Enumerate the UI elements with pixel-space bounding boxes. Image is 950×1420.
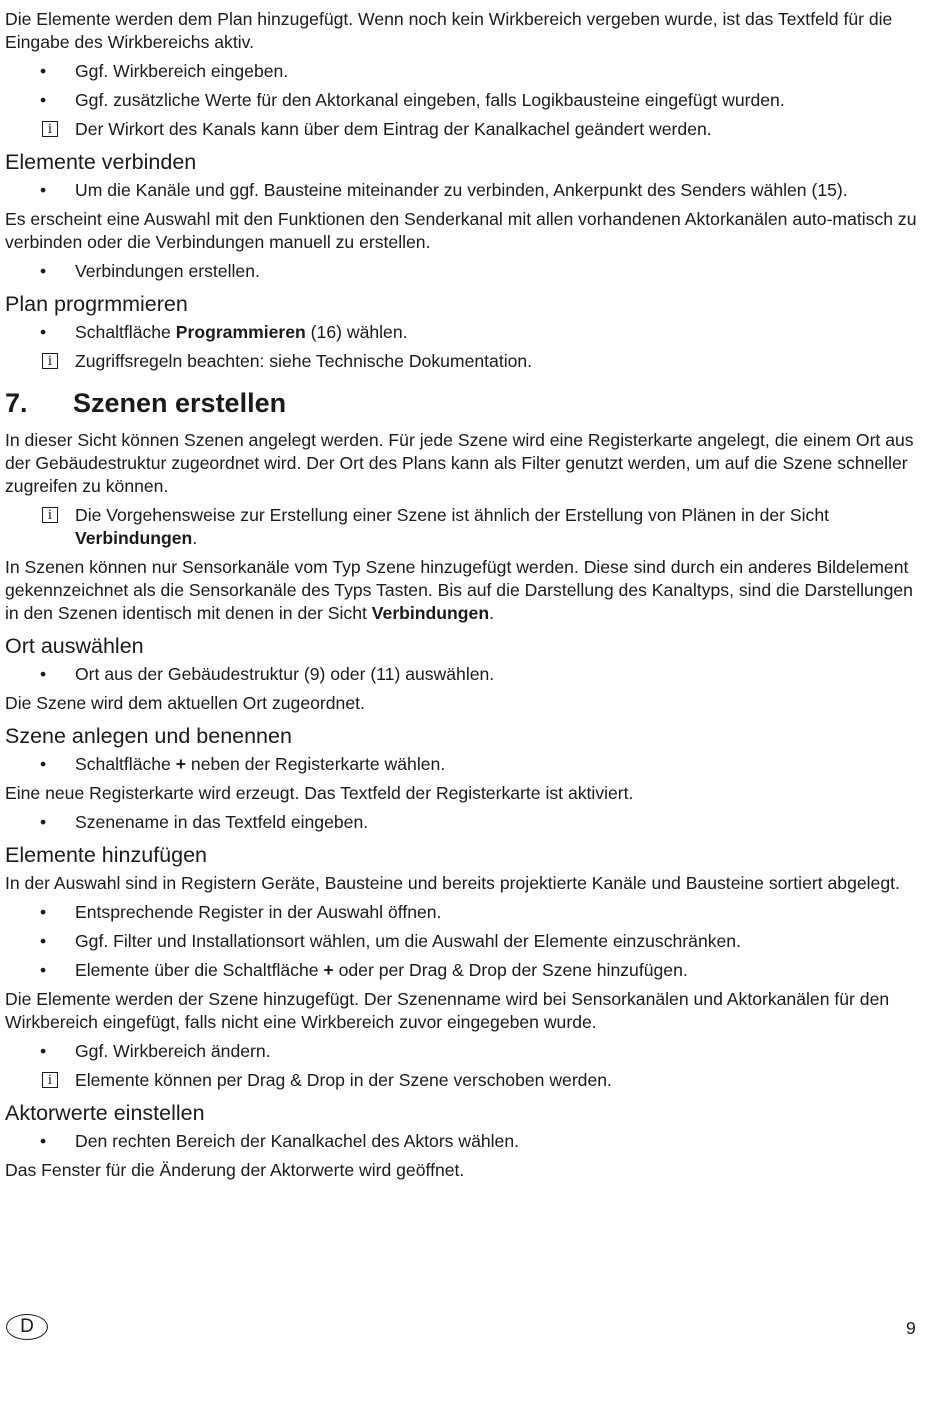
section-heading: Szene anlegen und benennen <box>5 724 292 748</box>
bullet-marker <box>5 1040 75 1063</box>
bullet-marker <box>5 321 75 344</box>
bullet-marker <box>5 179 75 202</box>
section-heading: Elemente hinzufügen <box>5 843 208 867</box>
info-icon: i <box>42 353 58 369</box>
bullet-marker <box>5 753 75 776</box>
paragraph: Die Elemente werden dem Plan hinzugefügt. Wenn noch kein Wirkbereich vergeben wurde, ist das Textfeld für die Eingabe des Wirkbereichs aktiv. <box>5 9 893 52</box>
language-badge: D <box>6 1314 48 1340</box>
info-icon: i <box>42 507 58 523</box>
info-note: i Zugriffsregeln beachten: siehe Technische Dokumentation. <box>5 350 925 373</box>
bullet-marker <box>5 901 75 924</box>
paragraph: In Szenen können nur Sensorkanäle vom Typ Szene hinzugefügt werden. Diese sind durch ein anderes Bildelement gekennzeichnet als die Sensorkanäle des Typs Tasten. Bis auf die Darstellung des Kanaltyps, sind die Darstellungen in den Szenen identisch mit denen in der Sicht Verbindungen. <box>5 557 913 623</box>
bullet-item: • Um die Kanäle und ggf. Bausteine miteinander zu verbinden, Ankerpunkt des Senders wählen (15). <box>5 179 925 202</box>
bullet-marker <box>5 811 75 834</box>
info-note: i Elemente können per Drag & Drop in der Szene verschoben werden. <box>5 1069 925 1092</box>
bullet-marker <box>5 89 75 112</box>
bullet-marker <box>5 1130 75 1153</box>
bullet-marker <box>5 959 75 982</box>
info-icon: i <box>42 121 58 137</box>
bullet-item: • Entsprechende Register in der Auswahl öffnen. <box>5 901 925 924</box>
page-number: 9 <box>906 1318 916 1338</box>
chapter-heading <box>5 387 925 419</box>
bullet-marker <box>5 930 75 953</box>
info-note: i Die Vorgehensweise zur Erstellung einer Szene ist ähnlich der Erstellung von Plänen in der Sicht Verbindungen. <box>5 504 925 550</box>
paragraph: In der Auswahl sind in Registern Geräte, Bausteine und bereits projektierte Kanäle und Bausteine sortiert abgelegt. <box>5 873 900 893</box>
bullet-marker <box>5 260 75 283</box>
info-note: i Der Wirkort des Kanals kann über dem Eintrag der Kanalkachel geändert werden. <box>5 118 925 141</box>
bullet-marker <box>5 60 75 83</box>
document-page <box>5 8 925 1188</box>
bullet-item: • Szenename in das Textfeld eingeben. <box>5 811 925 834</box>
bullet-item: • Ggf. Wirkbereich ändern. <box>5 1040 925 1063</box>
paragraph: Die Szene wird dem aktuellen Ort zugeordnet. <box>5 693 365 713</box>
paragraph: Das Fenster für die Änderung der Aktorwerte wird geöffnet. <box>5 1160 465 1180</box>
section-heading: Ort auswählen <box>5 634 144 658</box>
section-heading: Aktorwerte einstellen <box>5 1101 205 1125</box>
section-heading: Plan progrmmieren <box>5 292 188 316</box>
bullet-marker <box>5 663 75 686</box>
bullet-item: • Ggf. zusätzliche Werte für den Aktorkanal eingeben, falls Logikbausteine eingefügt wurden. <box>5 89 925 112</box>
bullet-item: • Verbindungen erstellen. <box>5 260 925 283</box>
section-heading: Elemente verbinden <box>5 150 197 174</box>
bullet-item: • Ort aus der Gebäudestruktur (9) oder (11) auswählen. <box>5 663 925 686</box>
bullet-item: • Den rechten Bereich der Kanalkachel des Aktors wählen. <box>5 1130 925 1153</box>
paragraph: Eine neue Registerkarte wird erzeugt. Das Textfeld der Registerkarte ist aktiviert. <box>5 783 634 803</box>
paragraph: Die Elemente werden der Szene hinzugefügt. Der Szenenname wird bei Sensorkanälen und Aktorkanälen für den Wirkbereich eingefügt, falls nicht eine Wirkbereich zuvor eingegeben wurde. <box>5 989 890 1032</box>
chapter-title: Szenen erstellen <box>73 388 287 418</box>
bullet-item: • Ggf. Wirkbereich eingeben. <box>5 60 925 83</box>
bullet-item: • Schaltfläche + neben der Registerkarte wählen. <box>5 753 925 776</box>
bullet-item: • Elemente über die Schaltfläche + oder per Drag & Drop der Szene hinzufügen. <box>5 959 925 982</box>
bullet-item: • Schaltfläche Programmieren (16) wählen. <box>5 321 925 344</box>
bullet-item: • Ggf. Filter und Installationsort wählen, um die Auswahl der Elemente einzuschränken. <box>5 930 925 953</box>
info-icon: i <box>42 1072 58 1088</box>
chapter-number: 7. <box>5 388 28 418</box>
paragraph: Es erscheint eine Auswahl mit den Funktionen den Senderkanal mit allen vorhandenen Aktorkanälen auto-matisch zu verbinden oder die Verbindungen manuell zu erstellen. <box>5 209 917 252</box>
paragraph: In dieser Sicht können Szenen angelegt werden. Für jede Szene wird eine Registerkarte angelegt, die einem Ort aus der Gebäudestruktur zugeordnet wird. Der Ort des Plans kann als Filter genutzt werden, um auf die Szene schneller zugreifen zu können. <box>5 430 914 496</box>
